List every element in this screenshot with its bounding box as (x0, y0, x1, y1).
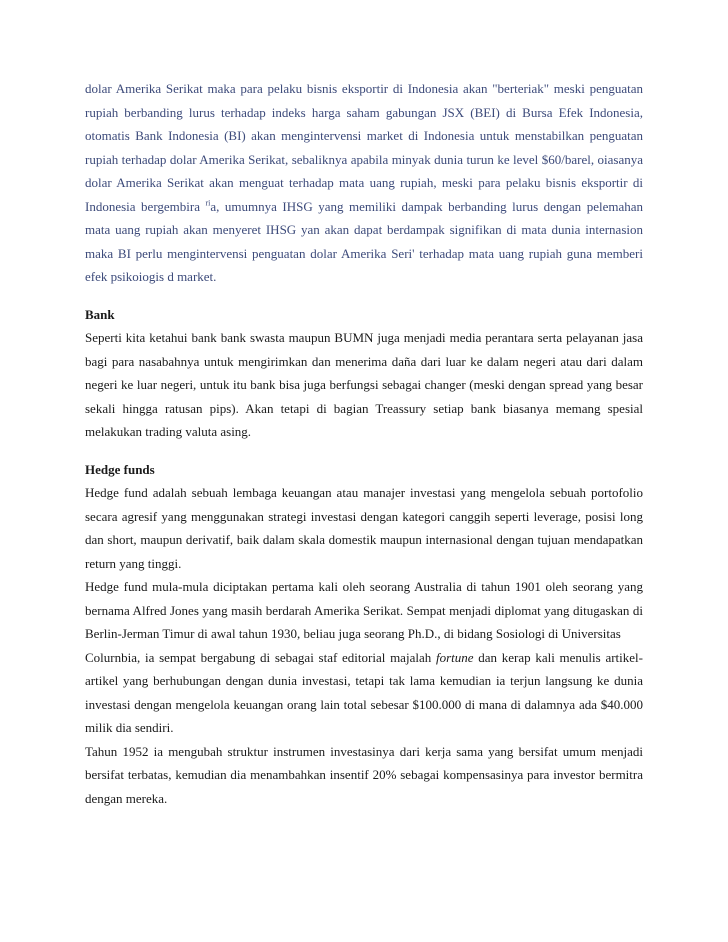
hedge-funds-paragraph-4: Tahun 1952 ia mengubah struktur instrumen investasinya dari kerja sama yang bersifat umum menjadi bersifat terbatas, kemudian dia menambahkan insentif 20% sebagai kompensasinya para investor bermitra dengan mereka. (85, 743, 643, 806)
hedge-p3-text-2: dan kerap kali menulis artikel-artikel yang berhubungan dengan dunia investasi, tetapi tak lama kemudian ia terjun langsung ke dunia investasi dengan mengelola keuangan orang lain total sebesar $100.000 di mana di dalamnya ada $40.000 milik dia sendiri. (85, 649, 643, 735)
intro-paragraph (85, 77, 643, 289)
intro-text-2: a, umumnya IHSG yang memiliki dampak berbanding lurus dengan pelemahan mata uang rupiah akan menyeret IHSG yan akan dapat berdampak signifikan di mata dunia internasion maka BI perlu mengintervensi penguatan dolar Amerika Seri' terhadap mata uang rupiah guna memberi efek psikoiogis d market. (85, 198, 643, 284)
hedge-funds-paragraph-2: Hedge fund mula-mula diciptakan pertama kali oleh seorang Australia di tahun 1901 oleh seorang yang bernama Alfred Jones yang masih berdarah Amerika Serikat. Sempat menjadi diplomat yang ditugaskan di Berlin-Jerman Timur di awal tahun 1930, beliau juga seorang Ph.D., di bidang Sosiologi di Universitas (85, 579, 643, 641)
intro-superscript: ri (205, 198, 211, 208)
bank-paragraph: Seperti kita ketahui bank bank swasta maupun BUMN juga menjadi media perantara serta pelayanan jasa bagi para nasabahnya untuk mengirimkan dan menerima daña dari luar ke dalam negeri atau dari dalam negeri ke luar negeri, untuk itu bank bisa juga berfungsi sebagai changer (meski dengan spread yang besar sekali hingga ratusan pips). Akan tetapi di bagian Treassury setiap bank biasanya memang spesial melakukan trading valuta asing. (85, 330, 643, 439)
hedge-funds-heading: Hedge funds (85, 461, 155, 477)
intro-text-1: dolar Amerika Serikat maka para pelaku bisnis eksportir di Indonesia akan "berteriak" meski penguatan rupiah berbanding lurus terhadap indeks harga saham gabungan JSX (BEI) di Bursa Efek Indonesia, otomatis Bank Indonesia (BI) akan mengintervensi market di Indonesia untuk menstabilkan penguatan rupiah terhadap dolar Amerika Serikat, sebaliknya apabila minyak dunia turun ke level $60/barel, oiasanya dolar Amerika Serikat akan menguat terhadap mata uang rupiah, meski para pelaku bisnis eksportir di Indonesia bergembira (85, 81, 643, 214)
hedge-p3-text-1: Colurnbia, ia sempat bergabung di sebagai staf editorial majalah (85, 649, 436, 665)
hedge-funds-section (85, 458, 643, 811)
bank-heading: Bank (85, 306, 115, 322)
fortune-magazine-title: fortune (435, 649, 474, 665)
document-page (85, 77, 643, 810)
bank-section (85, 303, 643, 444)
hedge-funds-paragraph-3 (85, 646, 643, 740)
hedge-funds-paragraph-1: Hedge fund adalah sebuah lembaga keuangan atau manajer investasi yang mengelola sebuah portofolio secara agresif yang menggunakan strategi investasi dengan kategori canggih seperti leverage, posisi long dan short, maupun derivatif, baik dalam skala domestik maupun internasional dengan tujuan mendapatkan return yang tinggi. (85, 485, 643, 571)
